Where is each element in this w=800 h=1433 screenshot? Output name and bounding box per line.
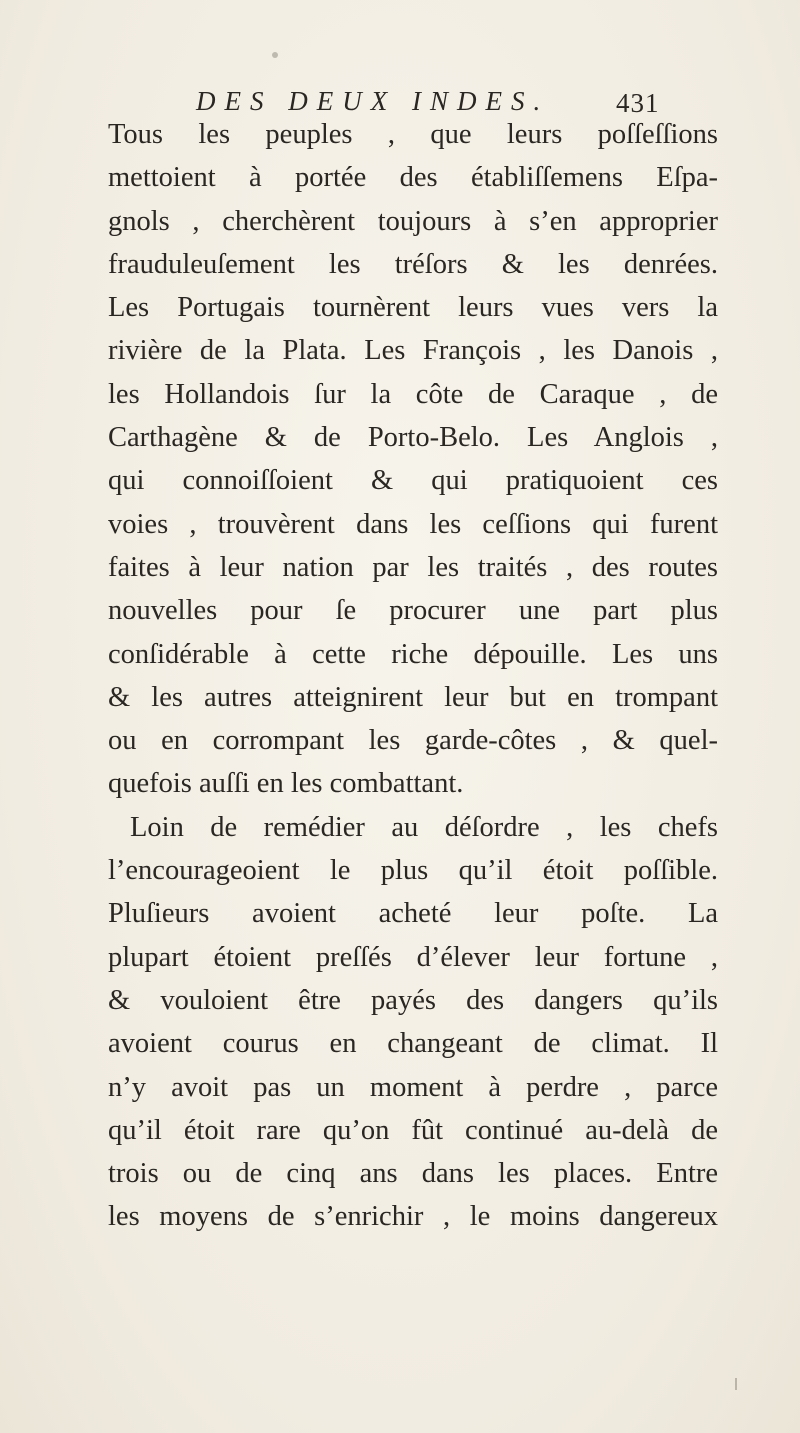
text-line: conſidérable à cette riche dépouille. Les uns xyxy=(108,638,718,670)
text-line: les Hollandois ſur la côte de Caraque , de xyxy=(108,378,718,410)
text-line: Carthagène & de Porto-Belo. Les Anglois , xyxy=(108,422,718,454)
text-line: nouvelles pour ſe procurer une part plus xyxy=(108,595,718,627)
text-line: gnols , cherchèrent toujours à s’en approprier xyxy=(108,205,718,237)
text-line: frauduleuſement les tréſors & les denrées. xyxy=(108,248,718,280)
text-line: plupart étoient preſſés d’élever leur fortune , xyxy=(108,941,718,973)
text-line: Pluſieurs avoient acheté leur poſte. La xyxy=(108,898,718,930)
page-number: 431 xyxy=(616,88,660,118)
text-line: ou en corrompant les garde-côtes , & quel- xyxy=(108,725,718,757)
text-line: & les autres atteignirent leur but en trompant xyxy=(108,681,718,713)
text-line: voies , trouvèrent dans les ceſſions qui furent xyxy=(108,508,718,540)
text-line: les moyens de s’enrichir , le moins dangereux xyxy=(108,1201,718,1233)
text-line: l’encourageoient le plus qu’il étoit poſſible. xyxy=(108,855,718,887)
text-line: qu’il étoit rare qu’on fût continué au-delà de xyxy=(108,1114,718,1146)
text-line: mettoient à portée des établiſſemens Eſpa- xyxy=(108,162,718,194)
margin-mark xyxy=(735,1378,737,1390)
running-title: DES DEUX INDES. xyxy=(196,86,550,116)
body-text xyxy=(108,113,718,1239)
text-line: & vouloient être payés des dangers qu’ils xyxy=(108,984,718,1016)
text-line: qui connoiſſoient & qui pratiquoient ces xyxy=(108,465,718,497)
text-line: trois ou de cinq ans dans les places. Entre xyxy=(108,1158,718,1190)
text-line: Loin de remédier au déſordre , les chefs xyxy=(130,811,718,843)
text-line: rivière de la Plata. Les François , les Danois , xyxy=(108,335,718,367)
text-line: Tous les peuples , que leurs poſſeſſions xyxy=(108,119,718,150)
text-line: quefois auſſi en les combattant. xyxy=(108,768,464,800)
text-line: n’y avoit pas un moment à perdre , parce xyxy=(108,1071,718,1103)
ink-speck xyxy=(272,52,278,58)
text-line: faites à leur nation par les traités , des routes xyxy=(108,551,718,583)
text-line: Les Portugais tournèrent leurs vues vers la xyxy=(108,292,718,324)
text-line: avoient courus en changeant de climat. Il xyxy=(108,1028,718,1060)
